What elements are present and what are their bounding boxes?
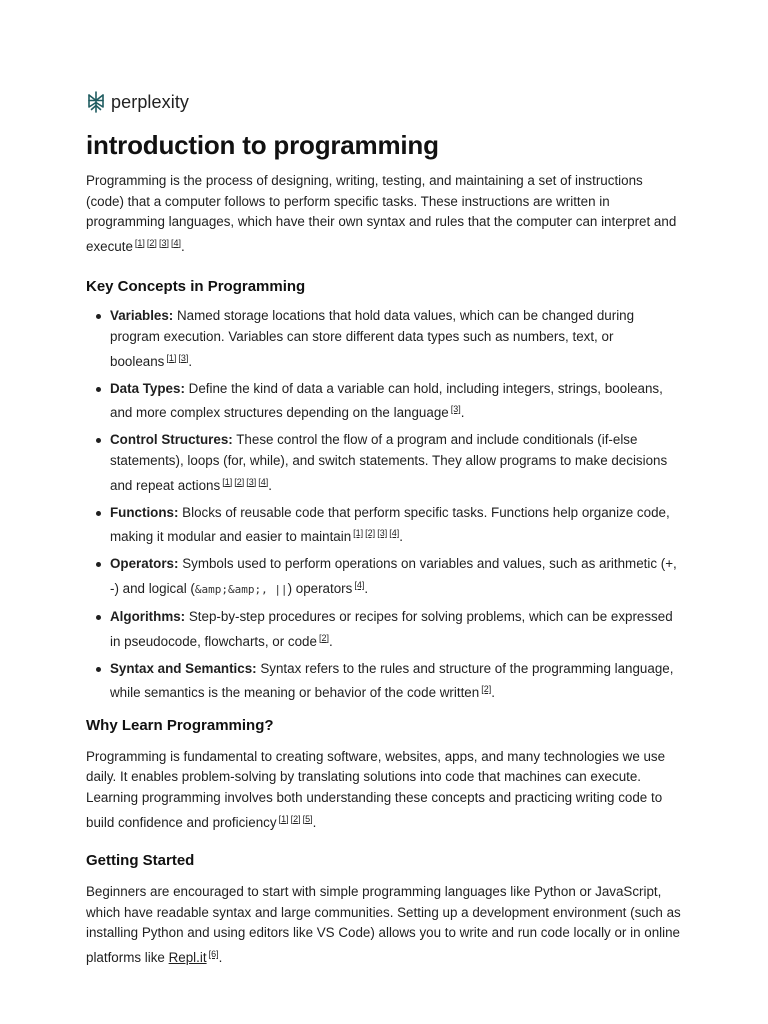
list-item: Operators: Symbols used to perform operations on variables and values, such as arithmetic (+, -) and logical (&amp;&amp;, ||) operators [4]. [110, 554, 682, 600]
perplexity-logo-icon [86, 91, 106, 113]
list-item: Syntax and Semantics: Syntax refers to the rules and structure of the programming language, while semantics is the meaning or behavior of the code written [2]. [110, 659, 682, 704]
brand-name: perplexity [111, 91, 190, 112]
citation-link[interactable]: [3] [246, 476, 257, 487]
citation-link[interactable]: [2] [481, 684, 492, 695]
list-item: Functions: Blocks of reusable code that perform specific tasks. Functions help organize code, making it modular and easier to maintain [1] [2] [3] [4]. [110, 503, 682, 548]
citation-link[interactable]: [1] [166, 352, 177, 363]
citation-link[interactable]: [2] [318, 632, 329, 643]
list-item: Variables: Named storage locations that hold data values, which can be changed during program execution. Variables can store different data types such as numbers, text, or booleans [1] [3]. [110, 306, 682, 372]
citation-link[interactable]: [4] [354, 579, 365, 590]
citation-link[interactable]: [2] [234, 476, 245, 487]
list-item: Data Types: Define the kind of data a variable can hold, including integers, strings, booleans, and more complex structures depending on the language [3]. [110, 379, 682, 424]
intro-paragraph: Programming is the process of designing, writing, testing, and maintaining a set of instructions (code) that a computer follows to perform specific tasks. These instructions are written in programming languages, which have their own syntax and rules that the computer can interpret and execute [1] [2] [3] [4]. [86, 173, 677, 254]
inline-code: &amp;&amp;, || [194, 582, 288, 596]
citation-link[interactable]: [2] [290, 813, 301, 824]
citation-link[interactable]: [4] [258, 476, 269, 487]
citation-link[interactable]: [2] [146, 237, 157, 248]
getting-started-paragraph: Beginners are encouraged to start with simple programming languages like Python or JavaScript, which have readable syntax and large communities. Setting up a development environment (such as installing Python and using editors like VS Code) allows you to write and run code locally or in online platforms like Repl.it [6]. [86, 884, 681, 966]
perplexity-logo [86, 91, 189, 113]
citation-link[interactable]: [5] [302, 813, 313, 824]
citation-link[interactable]: [1] [278, 813, 289, 824]
page-title: introduction to programming [86, 130, 439, 160]
why-paragraph: Programming is fundamental to creating software, websites, apps, and many technologies we use daily. It enables problem-solving by translating solutions into code that machines can execute. Learning programming involves both understanding these concepts and practicing writing code to build confidence and proficiency [1] [2] [5]. [86, 748, 666, 830]
key-concepts-list [86, 306, 682, 704]
citation-link[interactable]: [4] [170, 237, 181, 248]
citation-link[interactable]: [2] [365, 528, 376, 539]
citation-link[interactable]: [3] [377, 528, 388, 539]
section-heading-why-learn: Why Learn Programming? [86, 716, 274, 734]
citation-link[interactable]: [3] [178, 352, 189, 363]
section-heading-getting-started: Getting Started [86, 852, 195, 870]
section-heading-key-concepts: Key Concepts in Programming [86, 278, 306, 296]
citation-link[interactable]: [1] [222, 476, 233, 487]
list-item: Control Structures: These control the flow of a program and include conditionals (if-else statements), loops (for, while), and switch statements. They allow programs to make decisions and repeat actions [1] [2] [3] [4]. [110, 430, 682, 496]
article [86, 128, 682, 969]
citation-link[interactable]: [3] [158, 237, 169, 248]
citation-link[interactable]: [1] [353, 528, 364, 539]
citation-link[interactable]: [1] [134, 237, 145, 248]
repl-it-link[interactable]: Repl.it [168, 950, 207, 966]
list-item: Algorithms: Step-by-step procedures or recipes for solving problems, which can be expressed in pseudocode, flowcharts, or code [2]. [110, 607, 682, 652]
citation-link[interactable]: [3] [450, 404, 461, 415]
citation-link[interactable]: [4] [389, 528, 400, 539]
citation-link[interactable]: [6] [208, 949, 219, 960]
